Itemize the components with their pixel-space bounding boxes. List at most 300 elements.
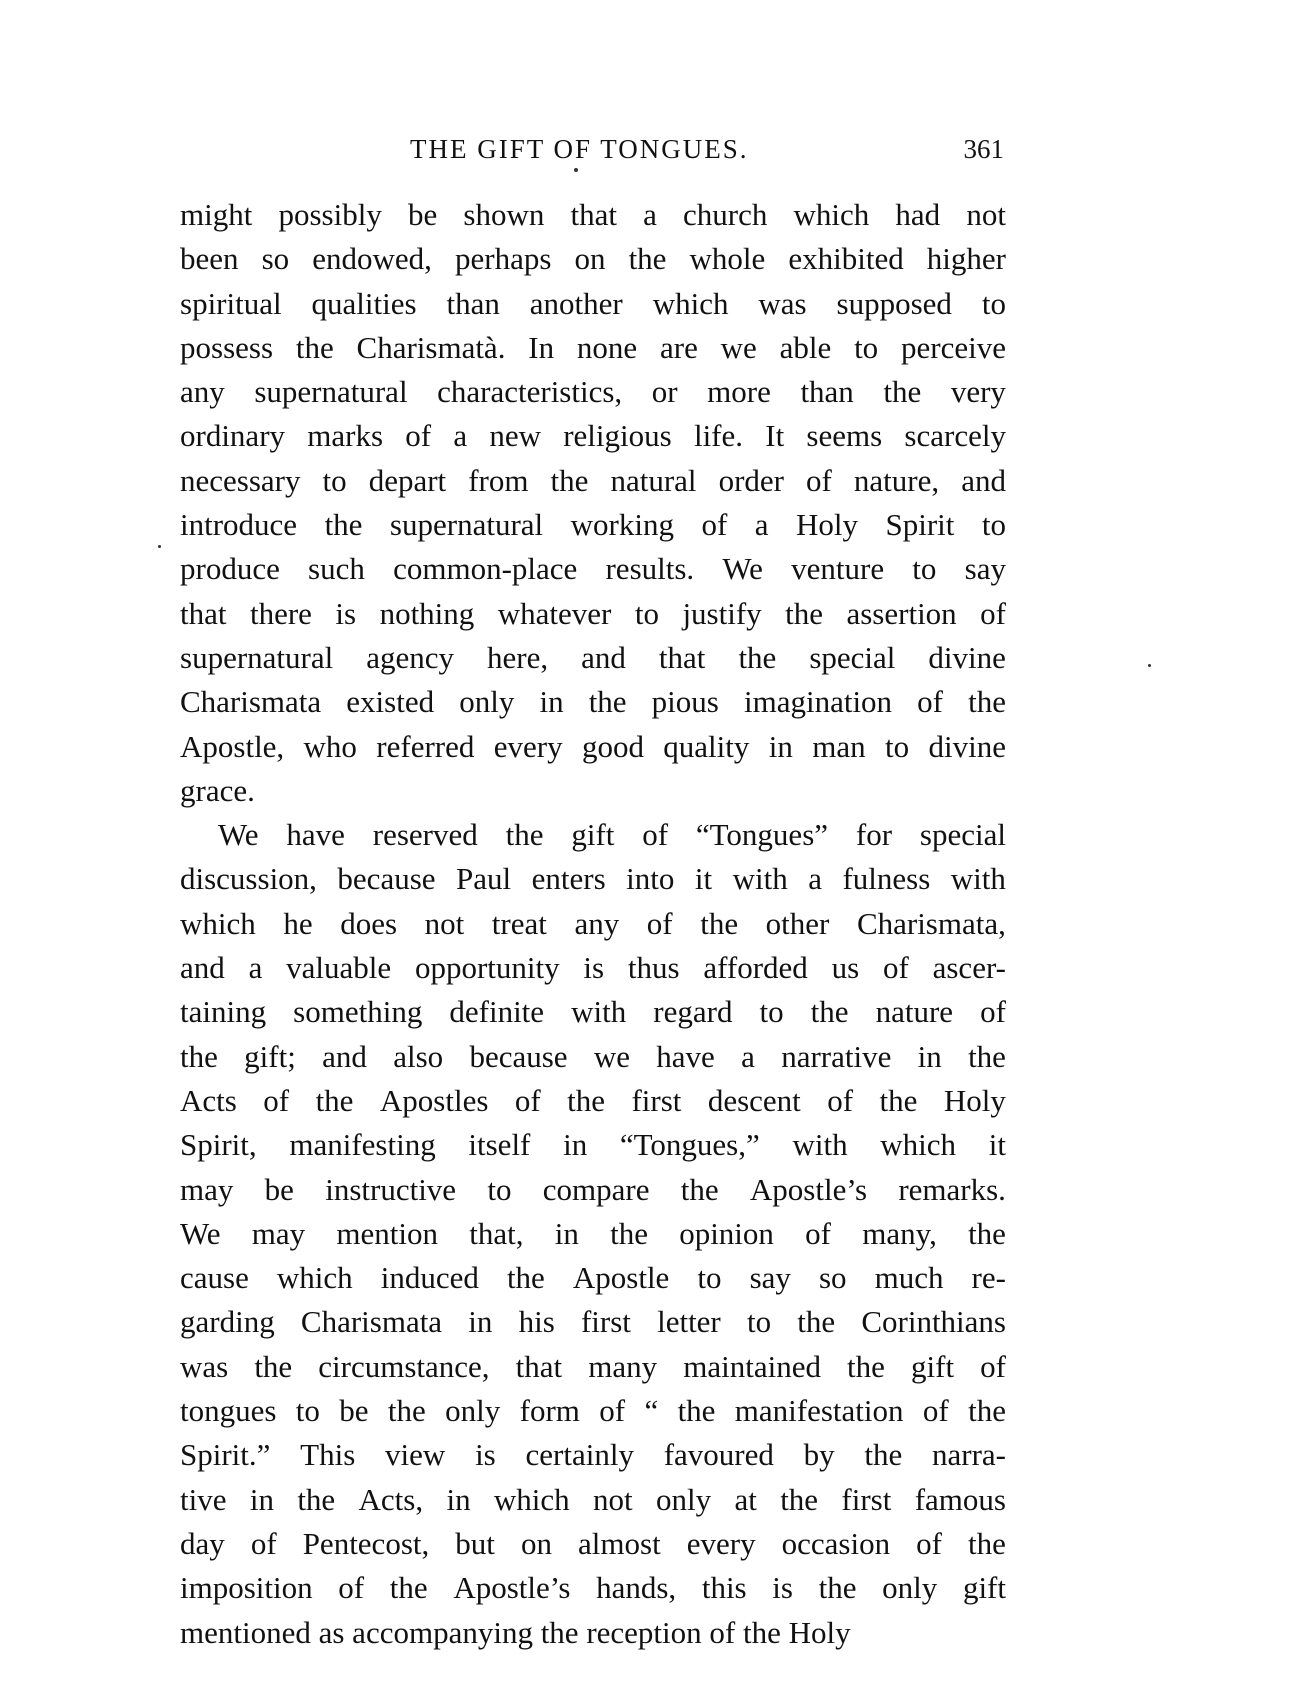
word: with bbox=[571, 994, 627, 1030]
word: the bbox=[324, 507, 363, 543]
word: almost bbox=[578, 1525, 661, 1561]
word: that bbox=[180, 595, 227, 631]
word: first bbox=[631, 1082, 682, 1118]
word: that bbox=[570, 197, 617, 232]
text-line bbox=[180, 1256, 1006, 1300]
word: with bbox=[950, 861, 1006, 897]
text-line bbox=[180, 1079, 1006, 1123]
word: Apostles bbox=[379, 1082, 489, 1118]
word: to bbox=[487, 1171, 512, 1207]
word: of bbox=[599, 1393, 626, 1429]
word: depart bbox=[368, 462, 447, 498]
word: shown bbox=[463, 197, 545, 232]
word: new bbox=[489, 418, 541, 454]
word: of bbox=[806, 462, 832, 498]
word: and bbox=[961, 462, 1006, 498]
text-line bbox=[180, 813, 1006, 857]
text-line bbox=[180, 1035, 1006, 1079]
word: only bbox=[459, 684, 515, 720]
word: whole bbox=[689, 241, 766, 277]
word: of bbox=[980, 994, 1006, 1030]
word: on bbox=[574, 241, 606, 277]
word: the bbox=[864, 1437, 903, 1473]
word: the bbox=[180, 1038, 218, 1074]
word: which bbox=[652, 285, 729, 321]
word: referred bbox=[376, 728, 475, 764]
word: treat bbox=[491, 905, 547, 941]
word: another bbox=[529, 285, 623, 321]
text-line bbox=[180, 370, 1006, 414]
word: “Tongues” bbox=[695, 817, 829, 853]
word: and bbox=[322, 1038, 367, 1074]
word: the bbox=[968, 1215, 1006, 1251]
word: Holy bbox=[796, 507, 858, 543]
word: regard bbox=[653, 994, 733, 1030]
word: of bbox=[250, 1525, 277, 1561]
word: is bbox=[583, 950, 605, 986]
word: view bbox=[385, 1437, 446, 1473]
text-line bbox=[180, 1212, 1006, 1256]
word: is bbox=[335, 595, 357, 631]
word: and bbox=[581, 639, 626, 675]
word: produce bbox=[180, 551, 280, 587]
word: first bbox=[580, 1304, 631, 1340]
word: gift bbox=[962, 1570, 1006, 1606]
word: was bbox=[758, 285, 807, 321]
word: assertion bbox=[846, 595, 957, 631]
word: higher bbox=[926, 241, 1006, 277]
word: ordinary bbox=[180, 418, 286, 454]
word: discussion, bbox=[180, 861, 317, 897]
word: the bbox=[968, 1525, 1006, 1561]
word: such bbox=[308, 551, 365, 587]
word: but bbox=[455, 1525, 495, 1561]
word: in bbox=[563, 1127, 588, 1163]
word: justify bbox=[682, 595, 762, 631]
word: to bbox=[981, 285, 1006, 321]
word: the bbox=[968, 684, 1006, 720]
text-line bbox=[180, 1345, 1006, 1389]
word: at bbox=[734, 1481, 757, 1517]
paragraph bbox=[180, 813, 1006, 1655]
word: because bbox=[337, 861, 436, 897]
word: of bbox=[701, 507, 728, 543]
word: say bbox=[749, 1260, 791, 1296]
print-speck bbox=[158, 545, 161, 548]
word: marks bbox=[307, 418, 384, 454]
word: qualities bbox=[311, 285, 417, 321]
word: ascer- bbox=[932, 950, 1006, 986]
text-line bbox=[180, 1433, 1006, 1477]
word: are bbox=[659, 329, 698, 365]
word: hands, bbox=[596, 1570, 677, 1606]
word: the bbox=[680, 1171, 719, 1207]
word: supposed bbox=[836, 285, 952, 321]
word: Apostle bbox=[572, 1260, 670, 1296]
text-line bbox=[180, 193, 1006, 237]
word: enters bbox=[531, 861, 606, 897]
word: itself bbox=[468, 1127, 531, 1163]
word: be bbox=[264, 1171, 294, 1207]
word: much bbox=[874, 1260, 944, 1296]
word: a bbox=[248, 950, 263, 986]
word: perhaps bbox=[455, 241, 552, 277]
word: a bbox=[754, 507, 769, 543]
word: us bbox=[831, 950, 860, 986]
word: imposition bbox=[180, 1570, 313, 1606]
word: imagination bbox=[743, 684, 893, 720]
word: was bbox=[180, 1348, 229, 1384]
word: of bbox=[805, 1215, 831, 1251]
word: pious bbox=[651, 684, 719, 720]
word: the bbox=[506, 1260, 545, 1296]
text-line bbox=[180, 503, 1006, 547]
word: in bbox=[468, 1304, 493, 1340]
word: it bbox=[988, 1127, 1006, 1163]
word: spiritual bbox=[180, 285, 282, 321]
word: natural bbox=[610, 462, 697, 498]
word: to bbox=[884, 728, 910, 764]
word: circumstance, bbox=[318, 1348, 490, 1384]
word: only bbox=[445, 1393, 501, 1429]
word: have bbox=[286, 817, 345, 853]
word: tive bbox=[180, 1481, 227, 1517]
word: reserved bbox=[372, 817, 478, 853]
word: We bbox=[218, 817, 259, 853]
word: he bbox=[283, 905, 313, 941]
word: been bbox=[180, 241, 239, 277]
word: the bbox=[254, 1348, 293, 1384]
text-line: grace. bbox=[180, 772, 255, 808]
word: divine bbox=[928, 728, 1006, 764]
word: re- bbox=[971, 1260, 1006, 1296]
word: may bbox=[251, 1215, 306, 1251]
word: to bbox=[759, 994, 784, 1030]
word: the bbox=[588, 684, 627, 720]
word: that, bbox=[469, 1215, 524, 1251]
word: of bbox=[882, 950, 909, 986]
word: exhibited bbox=[788, 241, 904, 277]
page-number: 361 bbox=[963, 134, 1004, 164]
word: it bbox=[694, 861, 713, 897]
word: possess bbox=[180, 329, 274, 365]
word: mention bbox=[336, 1215, 438, 1251]
word: gift bbox=[571, 817, 615, 853]
word: characteristics, bbox=[437, 374, 623, 410]
word: on bbox=[520, 1525, 552, 1561]
word: may bbox=[180, 1171, 234, 1207]
word: the bbox=[883, 374, 922, 410]
word: also bbox=[393, 1038, 444, 1074]
word: Charismatà. bbox=[356, 329, 506, 365]
word: the bbox=[295, 329, 334, 365]
running-title: THE GIFT OF TONGUES. bbox=[410, 134, 749, 164]
word: Charismata bbox=[180, 684, 322, 720]
word: a bbox=[453, 418, 468, 454]
word: scarcely bbox=[904, 418, 1006, 454]
word: remarks. bbox=[898, 1171, 1006, 1207]
word: “ bbox=[644, 1393, 659, 1429]
word: does bbox=[340, 905, 398, 941]
word: not bbox=[966, 197, 1006, 232]
word: good bbox=[581, 728, 644, 764]
word: first bbox=[841, 1481, 892, 1517]
word: common-place bbox=[393, 551, 578, 587]
word: of bbox=[916, 1525, 942, 1561]
word: other bbox=[765, 905, 830, 941]
word: manifestation bbox=[734, 1393, 904, 1429]
word: of bbox=[917, 684, 943, 720]
word: to bbox=[295, 1393, 320, 1429]
text-line bbox=[180, 592, 1006, 636]
word: Charismata, bbox=[856, 905, 1006, 941]
word: to bbox=[634, 595, 659, 631]
text-line bbox=[180, 237, 1006, 281]
word: narrative bbox=[781, 1038, 892, 1074]
word: in bbox=[768, 728, 793, 764]
word: endowed, bbox=[312, 241, 432, 277]
word: the bbox=[315, 1082, 354, 1118]
word: fulness bbox=[842, 861, 931, 897]
word: the bbox=[610, 1215, 648, 1251]
text-line bbox=[180, 902, 1006, 946]
word: which bbox=[493, 1481, 570, 1517]
word: seems bbox=[806, 418, 883, 454]
word: famous bbox=[914, 1481, 1006, 1517]
word: venture bbox=[791, 551, 885, 587]
word: a bbox=[808, 861, 822, 897]
word: so bbox=[818, 1260, 847, 1296]
word: only bbox=[882, 1570, 938, 1606]
word: Acts, bbox=[358, 1481, 424, 1517]
word: results. bbox=[605, 551, 695, 587]
word: that bbox=[658, 639, 706, 675]
word: in bbox=[554, 1215, 579, 1251]
word: perceive bbox=[901, 329, 1006, 365]
word: the bbox=[505, 817, 544, 853]
word: and bbox=[180, 950, 225, 986]
word: here, bbox=[487, 639, 549, 675]
word: the bbox=[797, 1304, 836, 1340]
word: special bbox=[919, 817, 1006, 853]
word: not bbox=[593, 1481, 633, 1517]
paragraph bbox=[180, 193, 1006, 813]
text-line bbox=[180, 414, 1006, 458]
word: favoured bbox=[663, 1437, 774, 1473]
word: to bbox=[981, 507, 1006, 543]
text-line bbox=[180, 636, 1006, 680]
text-line bbox=[180, 857, 1006, 901]
word: Charismata bbox=[300, 1304, 443, 1340]
word: this bbox=[701, 1570, 747, 1606]
word: the bbox=[780, 1481, 819, 1517]
text-line bbox=[180, 1478, 1006, 1522]
word: say bbox=[964, 551, 1006, 587]
word: than bbox=[800, 374, 854, 410]
word: only bbox=[656, 1481, 712, 1517]
word: whatever bbox=[497, 595, 612, 631]
word: the bbox=[550, 462, 589, 498]
word: church bbox=[683, 197, 768, 232]
word: gift; bbox=[244, 1038, 296, 1074]
word: which bbox=[276, 1260, 353, 1296]
word: tongues bbox=[180, 1393, 277, 1429]
word: the bbox=[700, 905, 739, 941]
word: of bbox=[338, 1570, 365, 1606]
text-line bbox=[180, 1389, 1006, 1433]
word: the bbox=[847, 1348, 885, 1384]
word: from bbox=[468, 462, 529, 498]
word: to bbox=[854, 329, 879, 365]
word: many bbox=[588, 1348, 658, 1384]
word: the bbox=[567, 1082, 605, 1118]
word: man bbox=[812, 728, 866, 764]
word: Holy bbox=[943, 1082, 1006, 1118]
word: definite bbox=[449, 994, 545, 1030]
text-line bbox=[180, 680, 1006, 724]
word: to bbox=[912, 551, 937, 587]
word: for bbox=[855, 817, 893, 853]
word: of bbox=[827, 1082, 854, 1118]
word: of bbox=[405, 418, 432, 454]
word: Apostle’s bbox=[453, 1570, 571, 1606]
word: we bbox=[593, 1038, 630, 1074]
word: divine bbox=[928, 639, 1006, 675]
word: of bbox=[514, 1082, 541, 1118]
word: his bbox=[518, 1304, 555, 1340]
word: compare bbox=[542, 1171, 650, 1207]
word: of bbox=[980, 1348, 1006, 1384]
text-line bbox=[180, 459, 1006, 503]
word: We bbox=[722, 551, 763, 587]
word: by bbox=[803, 1437, 835, 1473]
word: supernatural bbox=[180, 639, 334, 675]
word: manifesting bbox=[289, 1127, 436, 1163]
word: which bbox=[180, 905, 256, 941]
word: necessary bbox=[180, 462, 301, 498]
text-line bbox=[180, 1123, 1006, 1167]
text-line bbox=[180, 282, 1006, 326]
word: Corinthians bbox=[861, 1304, 1006, 1340]
text-line bbox=[180, 725, 1006, 769]
word: narra- bbox=[932, 1437, 1006, 1473]
word: Spirit bbox=[885, 507, 955, 543]
word: the bbox=[738, 639, 777, 675]
word: supernatural bbox=[254, 374, 408, 410]
word: in bbox=[249, 1481, 274, 1517]
word: working bbox=[570, 507, 674, 543]
word: taining bbox=[180, 994, 267, 1030]
word: is bbox=[475, 1437, 496, 1473]
word: a bbox=[741, 1038, 755, 1074]
running-head bbox=[180, 134, 1004, 174]
word: Apostle, bbox=[180, 728, 285, 764]
word: of bbox=[646, 905, 673, 941]
word: Acts bbox=[180, 1082, 237, 1118]
word: life. bbox=[693, 418, 744, 454]
word: induced bbox=[380, 1260, 479, 1296]
word: which bbox=[793, 197, 870, 232]
word: This bbox=[300, 1437, 356, 1473]
word: of bbox=[922, 1393, 949, 1429]
word: order bbox=[718, 462, 784, 498]
word: nature, bbox=[853, 462, 940, 498]
word: valuable bbox=[286, 950, 392, 986]
word: to bbox=[322, 462, 347, 498]
word: supernatural bbox=[389, 507, 544, 543]
word: any bbox=[574, 905, 620, 941]
word: with bbox=[732, 861, 788, 897]
word: not bbox=[424, 905, 465, 941]
word: because bbox=[469, 1038, 568, 1074]
word: letter bbox=[657, 1304, 721, 1340]
word: the bbox=[968, 1393, 1006, 1429]
word: into bbox=[626, 861, 675, 897]
word: gift bbox=[911, 1348, 955, 1384]
word: Paul bbox=[456, 861, 512, 897]
word: the bbox=[818, 1570, 857, 1606]
text-line bbox=[180, 1300, 1006, 1344]
word: the bbox=[389, 1570, 428, 1606]
word: with bbox=[792, 1127, 848, 1163]
word: we bbox=[720, 329, 757, 365]
word: to bbox=[746, 1304, 772, 1340]
word: thus bbox=[627, 950, 680, 986]
text-line bbox=[180, 1168, 1006, 1212]
word: It bbox=[765, 418, 785, 454]
word: opinion bbox=[679, 1215, 774, 1251]
word: every bbox=[493, 728, 563, 764]
word: in bbox=[917, 1038, 942, 1074]
word: of bbox=[980, 595, 1006, 631]
word: be bbox=[407, 197, 438, 232]
text-line: mentioned as accompanying the reception of the Holy bbox=[180, 1614, 851, 1650]
word: able bbox=[779, 329, 832, 365]
word: existed bbox=[346, 684, 435, 720]
word: “Tongues,” bbox=[619, 1127, 760, 1163]
word: instructive bbox=[325, 1171, 457, 1207]
word: the bbox=[628, 241, 667, 277]
word: in bbox=[539, 684, 564, 720]
word: agency bbox=[366, 639, 455, 675]
word: certainly bbox=[525, 1437, 634, 1473]
word: every bbox=[686, 1525, 756, 1561]
word: introduce bbox=[180, 507, 298, 543]
word: the bbox=[297, 1481, 336, 1517]
word: than bbox=[446, 285, 500, 321]
word: in bbox=[446, 1481, 471, 1517]
text-line bbox=[180, 990, 1006, 1034]
word: so bbox=[261, 241, 290, 277]
text-line bbox=[180, 326, 1006, 370]
word: is bbox=[772, 1570, 793, 1606]
word: the bbox=[968, 1038, 1006, 1074]
word: In bbox=[528, 329, 555, 365]
text-line bbox=[180, 1522, 1006, 1566]
word: descent bbox=[707, 1082, 801, 1118]
word: something bbox=[293, 994, 423, 1030]
word: afforded bbox=[703, 950, 808, 986]
word: or bbox=[651, 374, 678, 410]
word: might bbox=[180, 197, 253, 232]
word: have bbox=[656, 1038, 715, 1074]
word: nature bbox=[875, 994, 954, 1030]
word: opportunity bbox=[414, 950, 560, 986]
word: occasion bbox=[781, 1525, 891, 1561]
word: of bbox=[642, 817, 669, 853]
word: the bbox=[387, 1393, 426, 1429]
word: the bbox=[810, 994, 849, 1030]
